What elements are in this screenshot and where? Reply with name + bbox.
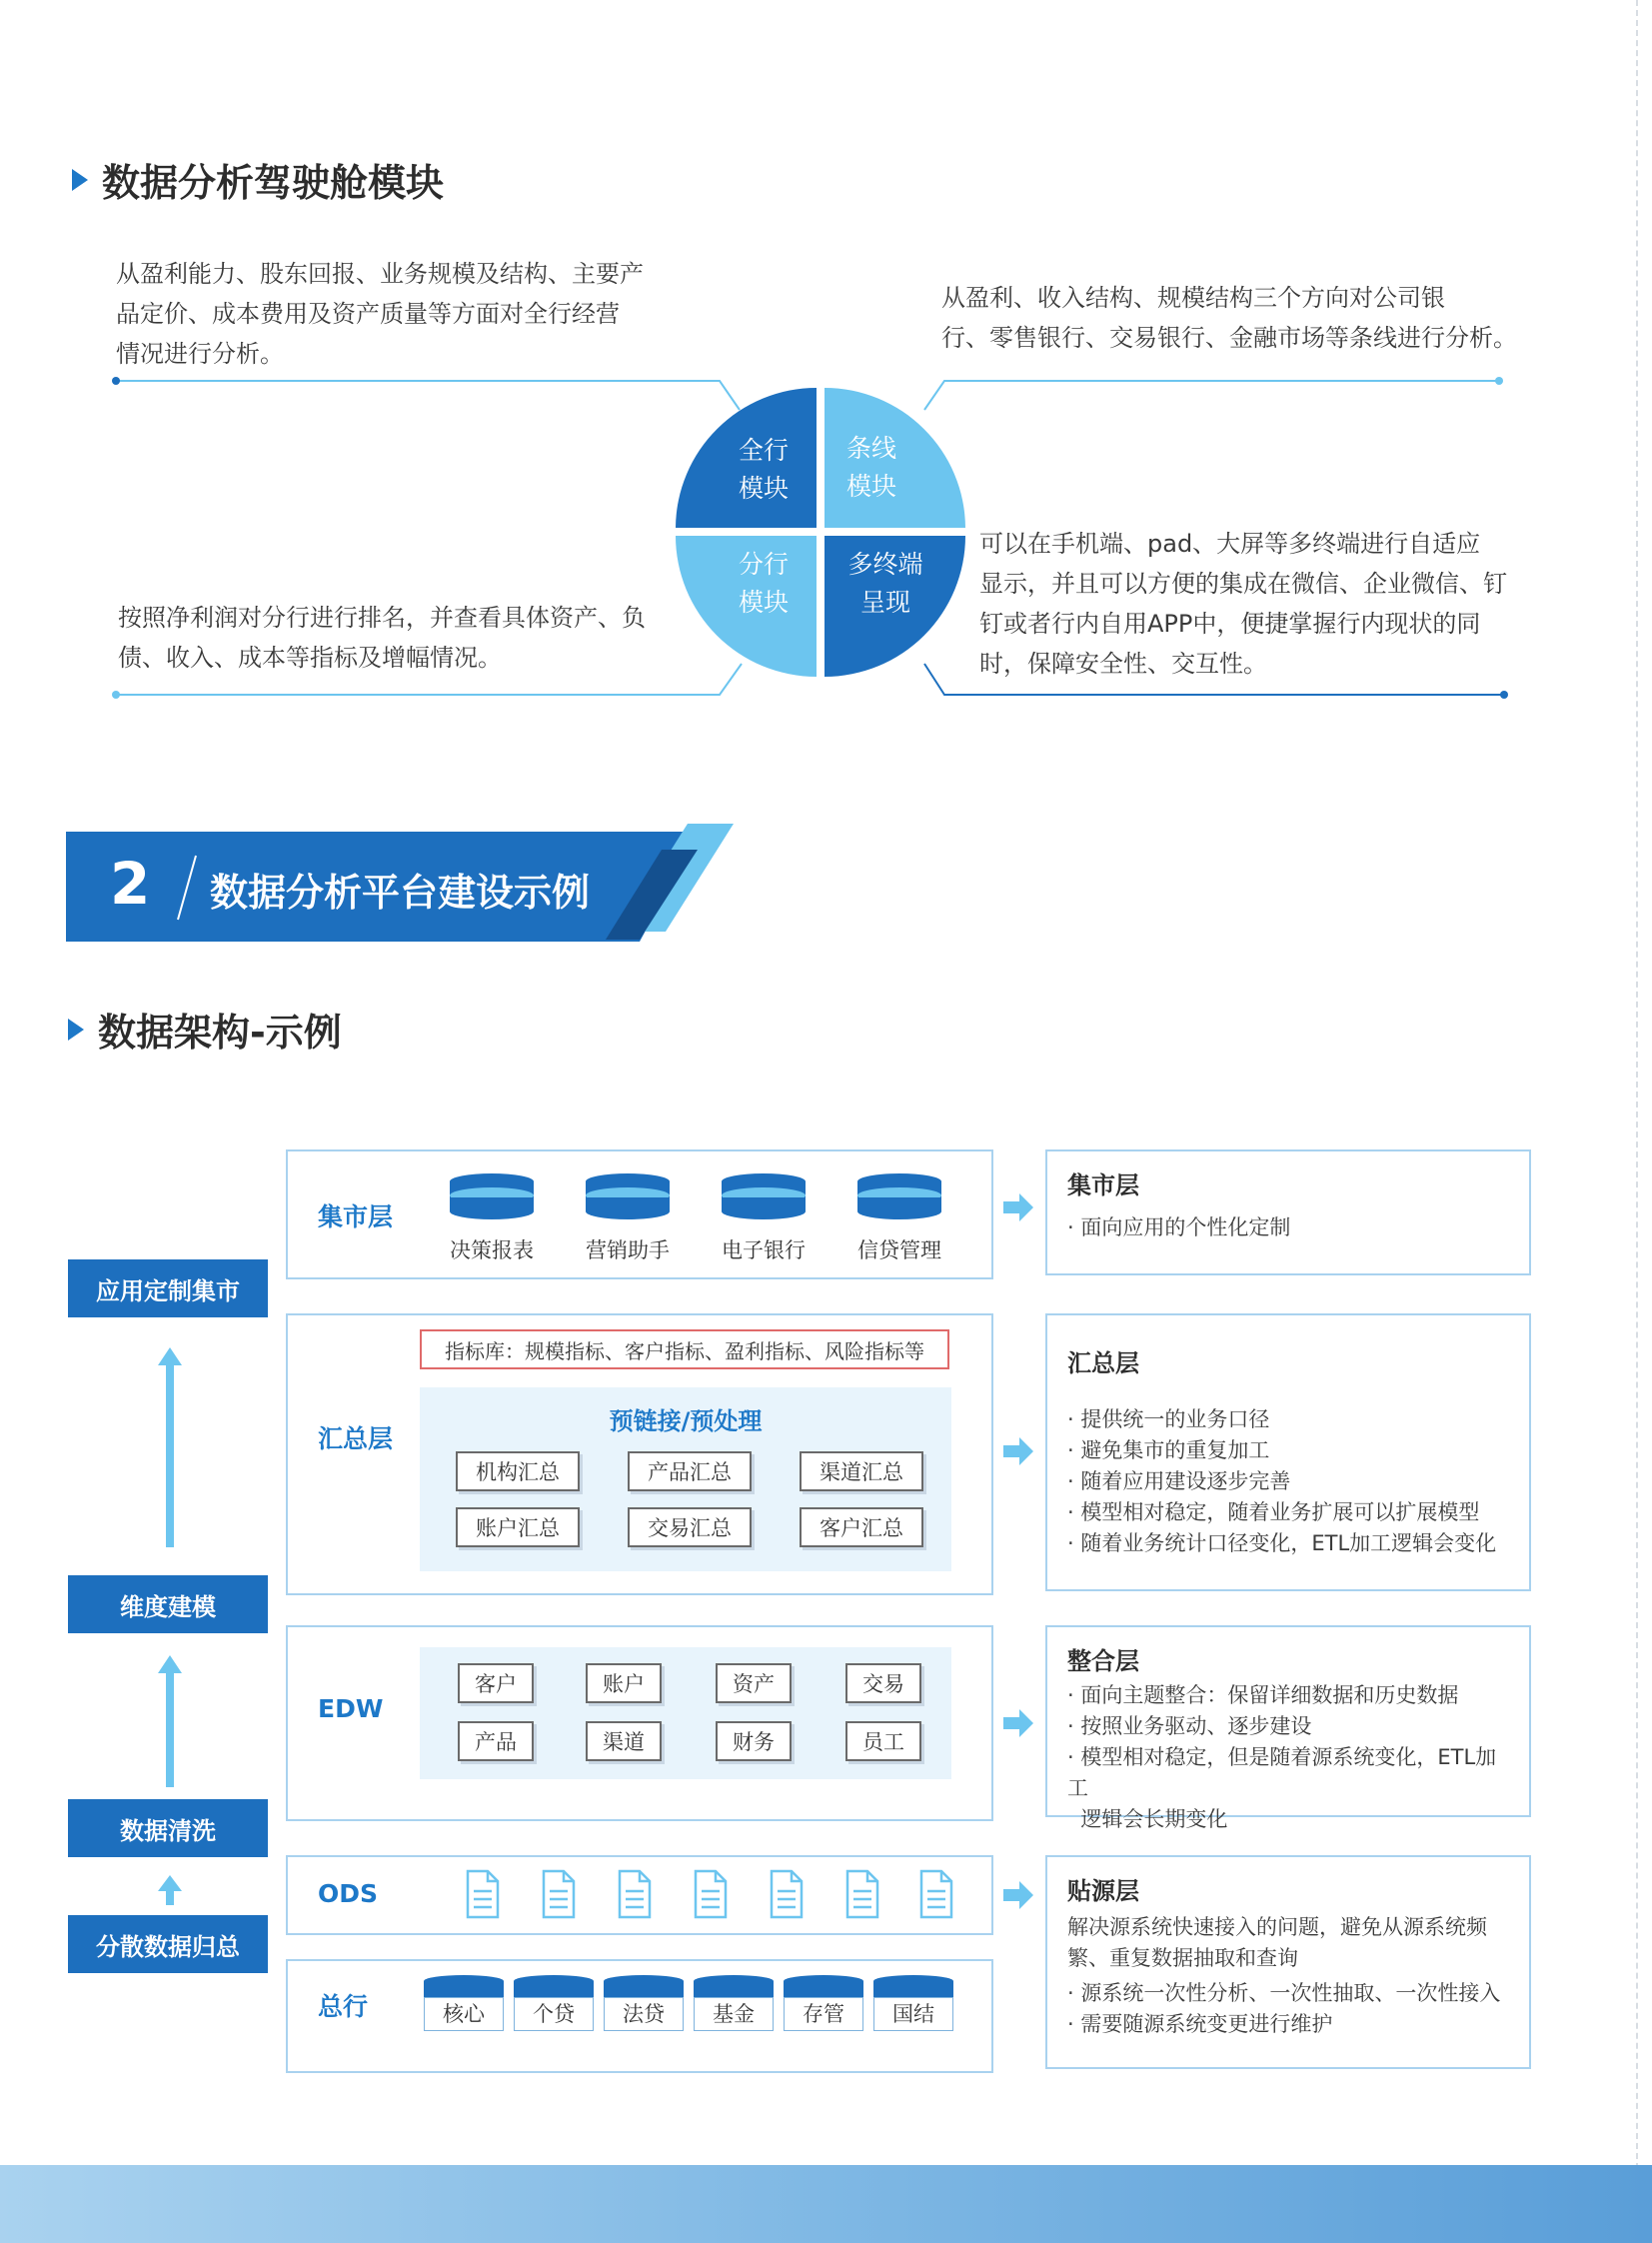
database-icon [586, 1173, 670, 1219]
document-icon [772, 1871, 802, 1917]
desc-title: 汇总层 [1067, 1349, 1139, 1377]
desc-item: · 按照业务驱动、逐步建设 [1067, 1714, 1312, 1738]
connector-bottom-left [116, 664, 742, 695]
desc-integration-layer [1045, 1625, 1531, 1831]
hq-item-box: 基金 [694, 1997, 774, 2031]
right-arrow-icon [1003, 1193, 1033, 1221]
document-icon [696, 1871, 726, 1917]
hq-item-box: 国结 [873, 1997, 953, 2031]
edw-item-box: 交易 [845, 1663, 921, 1703]
desc-title: 贴源层 [1067, 1877, 1139, 1905]
label-dimension-modeling: 维度建模 [68, 1575, 268, 1633]
connector-bottom-right [924, 664, 1504, 695]
section-title-architecture [68, 1002, 342, 1057]
market-layer-label: 集市层 [318, 1202, 394, 1231]
desc-item: · 需要随源系统变更进行维护 [1067, 2012, 1333, 2036]
desc-item: 繁、重复数据抽取和查询 [1067, 1946, 1298, 1970]
desc-item: 逻辑会长期变化 [1067, 1807, 1228, 1831]
summary-item-box: 渠道汇总 [800, 1451, 923, 1491]
desc-item: · 面向应用的个性化定制 [1067, 1215, 1291, 1239]
label-data-gathering: 分散数据归总 [68, 1915, 268, 1973]
desc-source-layer [1045, 1855, 1531, 2069]
summary-layer-label: 汇总层 [318, 1424, 394, 1453]
document-icon [544, 1871, 574, 1917]
index-library-box: 指标库：规模指标、客户指标、盈利指标、风险指标等 [420, 1329, 949, 1369]
banner-number: 2 [110, 850, 151, 918]
edw-item-box: 财务 [716, 1721, 792, 1761]
desc-item: 解决源系统快速接入的问题，避免从源系统频 [1067, 1915, 1487, 1939]
section-title-text: 数据分析驾驶舱模块 [102, 161, 445, 205]
quadrant-label-line: 条线 模块 [845, 434, 896, 501]
edw-layer-label: EDW [318, 1694, 384, 1723]
document-icon [620, 1871, 650, 1917]
hq-item-box: 存管 [784, 1997, 863, 2031]
right-arrow-icon [1003, 1437, 1033, 1465]
database-icon [857, 1173, 941, 1219]
desc-item: · 面向主题整合：保留详细数据和历史数据 [1067, 1683, 1459, 1707]
edw-item-box: 资产 [716, 1663, 792, 1703]
connector-top-right [924, 381, 1499, 410]
database-icon [450, 1173, 534, 1219]
db-label: 信贷管理 [857, 1238, 941, 1262]
text-multi-terminal: 可以在手机端、pad、大屏等多终端进行自适应 显示，并且可以方便的集成在微信、企业微信、钉 钉或者行内自用APP中，便捷掌握行内现状的同 时，保障安全性、交互性。 [979, 530, 1507, 678]
quadrant-label-bank: 全行 模块 [738, 436, 789, 503]
desc-item: · 随着业务统计口径变化，ETL加工逻辑会变化 [1067, 1531, 1497, 1555]
right-arrows-column [999, 1189, 1039, 1909]
up-arrow-icon [158, 1875, 182, 1905]
summary-item-box: 客户汇总 [800, 1507, 923, 1547]
market-db-icons [440, 1167, 959, 1227]
desc-item: · 随着应用建设逐步完善 [1067, 1469, 1291, 1493]
text-branch-module: 按照净利润对分行进行排名，并查看具体资产、负 债、收入、成本等指标及增幅情况。 [118, 604, 646, 672]
db-label: 电子银行 [722, 1238, 806, 1262]
connector-top-left [116, 381, 740, 410]
edw-item-box: 账户 [586, 1663, 662, 1703]
ods-layer-label: ODS [318, 1879, 379, 1908]
up-arrows-column [150, 1339, 190, 1919]
summary-item-box: 产品汇总 [628, 1451, 752, 1491]
connector-dot [1495, 377, 1503, 385]
up-arrow-icon [158, 1655, 182, 1787]
section-title-text: 数据架构-示例 [98, 1011, 342, 1055]
edw-item-box: 渠道 [586, 1721, 662, 1761]
up-arrow-icon [158, 1347, 182, 1547]
banner-title: 数据分析平台建设示例 [210, 871, 591, 915]
right-arrow-icon [1003, 1709, 1033, 1737]
connector-dot [1500, 691, 1508, 699]
document-icon [468, 1871, 498, 1917]
database-icon [722, 1173, 806, 1219]
summary-item-box: 机构汇总 [456, 1451, 580, 1491]
text-line-module: 从盈利、收入结构、规模结构三个方向对公司银 行、零售银行、交易银行、金融市场等条线进行分析。 [941, 284, 1517, 352]
edw-item-box: 产品 [458, 1721, 534, 1761]
summary-item-box: 交易汇总 [628, 1507, 752, 1547]
desc-item: · 提供统一的业务口径 [1067, 1407, 1270, 1431]
footer-gradient-band [0, 2165, 1652, 2243]
right-arrow-icon [1003, 1881, 1033, 1909]
db-label: 营销助手 [586, 1238, 670, 1262]
desc-title: 整合层 [1067, 1647, 1139, 1675]
ods-document-icons [460, 1869, 959, 1921]
triangle-bullet-icon [68, 1019, 84, 1041]
label-data-cleaning: 数据清洗 [68, 1799, 268, 1857]
desc-summary-layer [1045, 1313, 1531, 1591]
hq-item-box: 核心 [424, 1997, 504, 2031]
db-label: 决策报表 [450, 1238, 534, 1262]
desc-title: 集市层 [1067, 1171, 1139, 1199]
hq-layer-label: 总行 [318, 1992, 369, 2021]
edw-item-box: 客户 [458, 1663, 534, 1703]
text-bank-module: 从盈利能力、股东回报、业务规模及结构、主要产 品定价、成本费用及资产质量等方面对全行经营 情况进行分析。 [116, 260, 644, 368]
quadrant-label-branch: 分行 模块 [738, 550, 789, 617]
desc-item: · 模型相对稳定，但是随着源系统变化，ETL加工 [1067, 1745, 1497, 1800]
label-app-market: 应用定制集市 [68, 1259, 268, 1317]
document-icon [847, 1871, 877, 1917]
desc-item: · 源系统一次性分析、一次性抽取、一次性接入 [1067, 1981, 1501, 2005]
edw-item-box: 员工 [845, 1721, 921, 1761]
document-icon [921, 1871, 951, 1917]
quadrant-label-terminal: 多终端 呈现 [847, 550, 923, 617]
prelink-title: 预链接/预处理 [609, 1407, 763, 1435]
hq-item-box: 个贷 [514, 1997, 594, 2031]
summary-item-box: 账户汇总 [456, 1507, 580, 1547]
desc-item: · 避免集市的重复加工 [1067, 1438, 1270, 1462]
connector-dot [112, 691, 120, 699]
hq-item-box: 法贷 [604, 1997, 684, 2031]
desc-market-layer [1045, 1149, 1531, 1275]
desc-item: · 模型相对稳定，随着业务扩展可以扩展模型 [1067, 1500, 1480, 1524]
cockpit-quadrant-diagram [0, 0, 1652, 760]
connector-dot [112, 377, 120, 385]
